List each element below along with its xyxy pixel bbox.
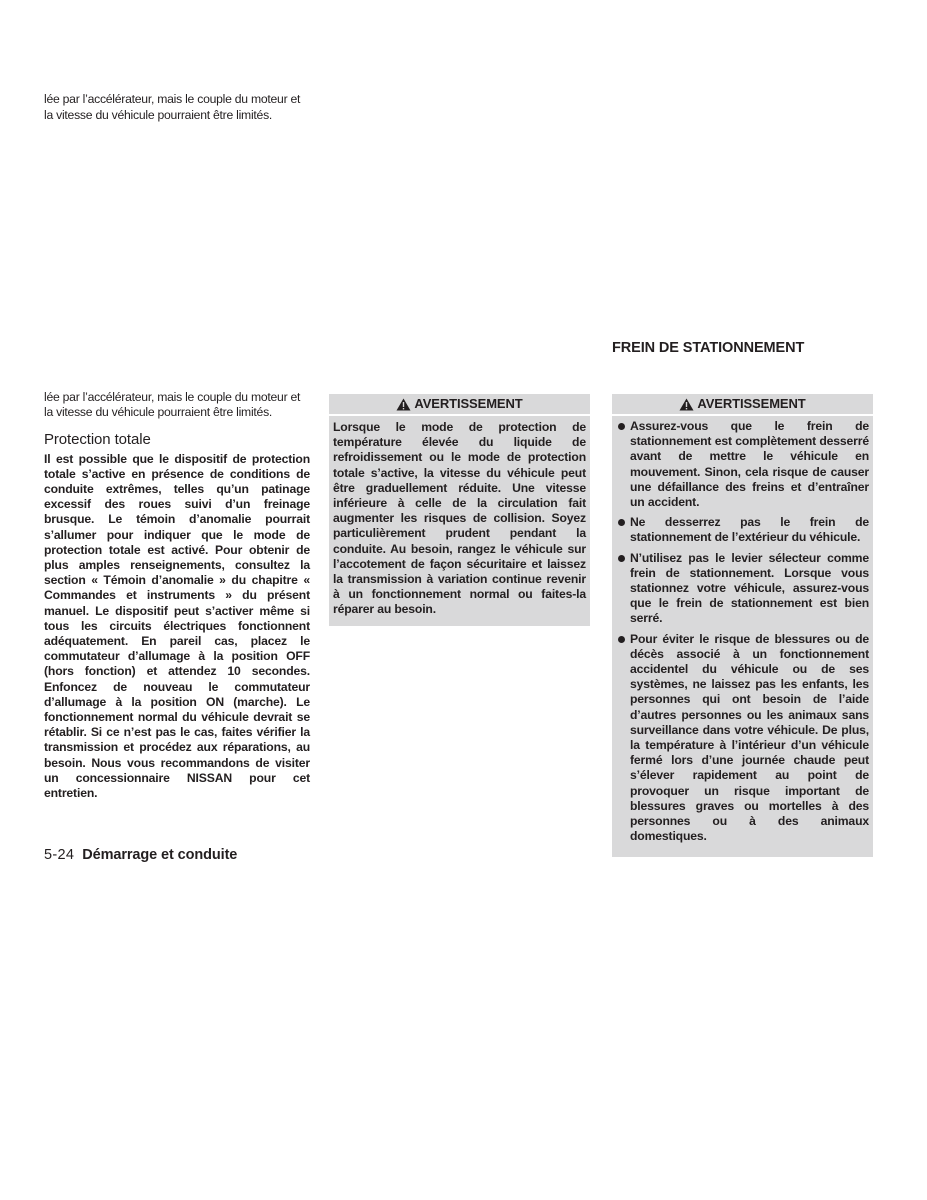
protection-totale-body: Il est possible que le dispositif de protection totale s’active en présence de conditions de conduite extrêmes, telles qu’un patinage excessif des roues suivi d’un freinage brusque. Le témoin d’anomalie pourrait s’allumer pour indiquer que le mode de protection totale est activé. Pour obtenir de plus amples renseignements, consultez la section « Témoin d’anomalie » du chapitre « Commandes et instruments » du présent manuel. Le dispositif peut s’activer même si tous les circuits électriques fonctionnent adéquatement. En pareil cas, placez le commutateur d’allumage à la position OFF (hors fonction) et attendez 10 secondes. Enfoncez de nouveau le commutateur d’allumage à la position ON (marche). Le fonctionnement normal du véhicule devrait se rétablir. Si ce n’est pas le cas, faites vérifier la transmission et procédez aux réparations, au besoin. Nous vous recommandons de visiter un concessionnaire NISSAN pour cet entretien. — [44, 451, 310, 801]
bullet-dot-icon — [618, 555, 625, 562]
bullet-text: N’utilisez pas le levier sélecteur comme frein de stationnement. Lorsque vous stationnez votre véhicule, assurez-vous que le frein de stationnement est bien serré. — [630, 550, 869, 626]
bullet-item — [616, 515, 869, 545]
top-continuation-text: lée par l’accélérateur, mais le couple du moteur et la vitesse du véhicule pourraient être limités. — [44, 92, 301, 122]
warning-triangle-icon — [679, 398, 694, 411]
subheading-protection-totale: Protection totale — [44, 431, 151, 449]
warning-bullet-list — [612, 416, 873, 844]
section-title: FREIN DE STATIONNEMENT — [612, 340, 805, 356]
warning-header — [612, 394, 873, 416]
warning-box-2 — [612, 394, 873, 857]
bullet-item — [616, 551, 869, 627]
bullet-item — [616, 632, 869, 845]
warning-body: Lorsque le mode de protection de température élevée du liquide de refroidissement ou le mode de protection totale s’active, la vitesse du véhicule peut être graduellement réduite. Une vitesse inférieure à celle de la circulation fait augmenter les risques de collision. Soyez particulièrement prudent pendant la conduite. Au besoin, rangez le véhicule sur l’accotement de façon sécuritaire et laissez la transmission à variation continue revenir à un fonctionnement normal ou faites-la réparer au besoin. — [333, 420, 586, 617]
warning-header — [329, 394, 590, 416]
chapter-title: Démarrage et conduite — [82, 847, 238, 863]
page-number: 5-24 — [44, 847, 75, 863]
bullet-dot-icon — [618, 519, 625, 526]
warning-title: AVERTISSEMENT — [414, 396, 523, 412]
continuation-text: lée par l’accélérateur, mais le couple du moteur et la vitesse du véhicule pourraient être limités. — [44, 390, 301, 420]
bullet-text: Assurez-vous que le frein de stationnement est complètement desserré avant de mettre le véhicule en mouvement. Sinon, cela risque de causer une défaillance des freins et d’entraîner un accident. — [630, 419, 869, 510]
warning-triangle-icon — [396, 398, 411, 411]
bullet-item — [616, 419, 869, 510]
warning-title: AVERTISSEMENT — [697, 396, 806, 412]
warning-box-1 — [329, 394, 590, 626]
bullet-dot-icon — [618, 636, 625, 643]
bullet-text: Pour éviter le risque de blessures ou de décès associé à un fonctionnement accidentel du véhicule ou de ses systèmes, ne laissez pas les enfants, les personnes qui ont besoin de l’aide d’autres personnes ou les animaux sans surveillance dans votre véhicule. De plus, la température à l’intérieur d’un véhicule fermé lors d’une journée chaude peut s’élever rapidement au point de provoquer un risque important de blessures graves ou mortelles à des personnes ou à des animaux domestiques. — [630, 631, 869, 844]
bullet-dot-icon — [618, 423, 625, 430]
left-column — [44, 390, 310, 801]
bullet-text: Ne desserrez pas le frein de stationnement de l’extérieur du véhicule. — [630, 515, 869, 545]
page-footer — [44, 847, 237, 863]
